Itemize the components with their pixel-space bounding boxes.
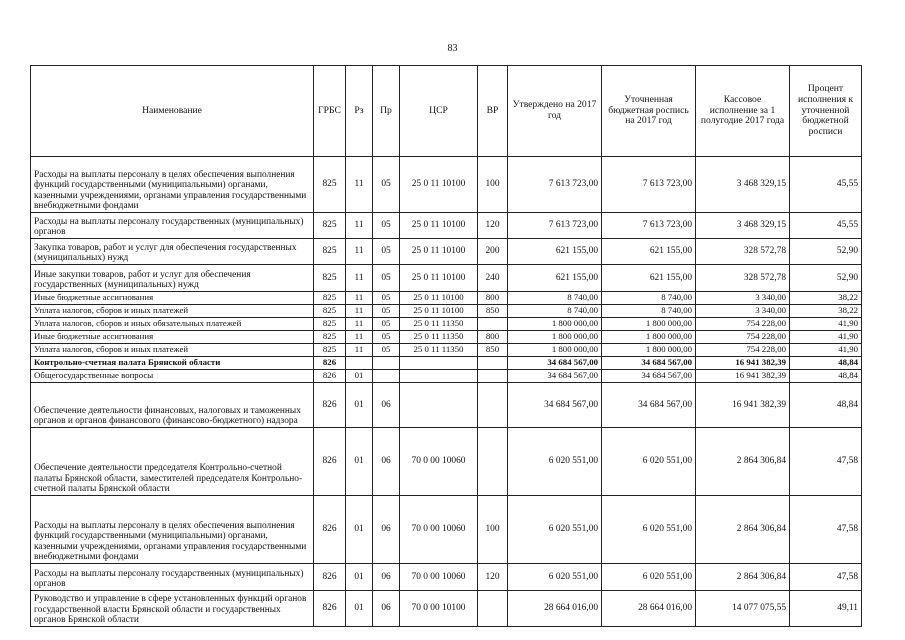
cell-rz: 01 bbox=[346, 370, 373, 383]
table-row bbox=[31, 292, 862, 305]
cell-refined: 6 020 551,00 bbox=[602, 564, 696, 591]
cell-csr: 25 0 11 11350 bbox=[400, 318, 478, 331]
cell-approved: 34 684 567,00 bbox=[508, 383, 602, 428]
cell-name: Руководство и управление в сфере установленных функций органов государственной власти Брянской области и государственных органов Брянской области bbox=[31, 591, 314, 627]
cell-percent: 41,90 bbox=[790, 331, 862, 344]
cell-rz: 01 bbox=[346, 496, 373, 564]
cell-cash: 328 572,78 bbox=[696, 265, 790, 292]
table-row bbox=[31, 331, 862, 344]
cell-csr: 25 0 11 10100 bbox=[400, 213, 478, 239]
cell-grbs: 825 bbox=[314, 265, 346, 292]
header-percent: Процент исполнения к уточненной бюджетной росписи bbox=[790, 66, 862, 157]
cell-rz bbox=[346, 357, 373, 370]
cell-vr: 100 bbox=[478, 157, 508, 213]
header-row bbox=[31, 66, 862, 157]
table-row bbox=[31, 496, 862, 564]
cell-percent: 47,58 bbox=[790, 496, 862, 564]
cell-percent: 48,84 bbox=[790, 383, 862, 428]
cell-cash: 16 941 382,39 bbox=[696, 383, 790, 428]
cell-grbs: 826 bbox=[314, 564, 346, 591]
cell-cash: 2 864 306,84 bbox=[696, 496, 790, 564]
cell-name: Уплата налогов, сборов и иных платежей bbox=[31, 344, 314, 357]
cell-percent: 49,11 bbox=[790, 591, 862, 627]
cell-approved: 1 800 000,00 bbox=[508, 318, 602, 331]
cell-name: Расходы на выплаты персоналу государственных (муниципальных) органов bbox=[31, 564, 314, 591]
cell-pr: 05 bbox=[373, 331, 400, 344]
table-row bbox=[31, 383, 862, 428]
cell-percent: 52,90 bbox=[790, 265, 862, 292]
cell-name: Иные бюджетные ассигнования bbox=[31, 331, 314, 344]
header-approved: Утверждено на 2017 год bbox=[508, 66, 602, 157]
cell-refined: 1 800 000,00 bbox=[602, 331, 696, 344]
cell-cash: 2 864 306,84 bbox=[696, 428, 790, 496]
cell-percent: 47,58 bbox=[790, 428, 862, 496]
cell-name: Общегосударственные вопросы bbox=[31, 370, 314, 383]
cell-refined: 34 684 567,00 bbox=[602, 383, 696, 428]
cell-approved: 7 613 723,00 bbox=[508, 213, 602, 239]
cell-vr bbox=[478, 383, 508, 428]
cell-refined: 8 740,00 bbox=[602, 292, 696, 305]
cell-rz: 11 bbox=[346, 344, 373, 357]
cell-percent: 45,55 bbox=[790, 157, 862, 213]
cell-cash: 754 228,00 bbox=[696, 318, 790, 331]
cell-percent: 45,55 bbox=[790, 213, 862, 239]
cell-grbs: 826 bbox=[314, 370, 346, 383]
cell-pr: 05 bbox=[373, 305, 400, 318]
cell-pr: 06 bbox=[373, 496, 400, 564]
cell-csr: 25 0 11 11350 bbox=[400, 331, 478, 344]
cell-approved: 34 684 567,00 bbox=[508, 357, 602, 370]
cell-vr: 800 bbox=[478, 331, 508, 344]
table-row bbox=[31, 239, 862, 265]
table-row bbox=[31, 591, 862, 627]
cell-rz: 01 bbox=[346, 564, 373, 591]
cell-rz: 11 bbox=[346, 292, 373, 305]
cell-name: Контрольно-счетная палата Брянской области bbox=[31, 357, 314, 370]
cell-pr: 05 bbox=[373, 239, 400, 265]
table-body bbox=[31, 157, 862, 627]
cell-rz: 01 bbox=[346, 428, 373, 496]
header-rz: Рз bbox=[346, 66, 373, 157]
cell-refined: 7 613 723,00 bbox=[602, 213, 696, 239]
cell-vr: 120 bbox=[478, 213, 508, 239]
cell-rz: 11 bbox=[346, 213, 373, 239]
cell-name: Уплата налогов, сборов и иных обязательных платежей bbox=[31, 318, 314, 331]
cell-pr: 05 bbox=[373, 318, 400, 331]
cell-cash: 3 468 329,15 bbox=[696, 157, 790, 213]
cell-cash: 328 572,78 bbox=[696, 239, 790, 265]
cell-grbs: 825 bbox=[314, 318, 346, 331]
cell-grbs: 826 bbox=[314, 383, 346, 428]
cell-csr: 70 0 00 10100 bbox=[400, 591, 478, 627]
cell-pr: 06 bbox=[373, 564, 400, 591]
cell-refined: 621 155,00 bbox=[602, 239, 696, 265]
cell-grbs: 825 bbox=[314, 305, 346, 318]
cell-grbs: 825 bbox=[314, 157, 346, 213]
cell-approved: 6 020 551,00 bbox=[508, 428, 602, 496]
cell-cash: 3 468 329,15 bbox=[696, 213, 790, 239]
cell-pr bbox=[373, 357, 400, 370]
cell-grbs: 826 bbox=[314, 357, 346, 370]
cell-refined: 34 684 567,00 bbox=[602, 370, 696, 383]
cell-name: Расходы на выплаты персоналу государственных (муниципальных) органов bbox=[31, 213, 314, 239]
cell-refined: 621 155,00 bbox=[602, 265, 696, 292]
cell-rz: 01 bbox=[346, 383, 373, 428]
cell-csr: 70 0 00 10060 bbox=[400, 428, 478, 496]
cell-grbs: 825 bbox=[314, 331, 346, 344]
cell-refined: 6 020 551,00 bbox=[602, 428, 696, 496]
cell-name: Иные бюджетные ассигнования bbox=[31, 292, 314, 305]
cell-percent: 41,90 bbox=[790, 344, 862, 357]
cell-refined: 28 664 016,00 bbox=[602, 591, 696, 627]
table-row bbox=[31, 265, 862, 292]
header-name: Наименование bbox=[31, 66, 314, 157]
cell-grbs: 825 bbox=[314, 239, 346, 265]
cell-pr: 06 bbox=[373, 591, 400, 627]
cell-pr: 05 bbox=[373, 213, 400, 239]
table-row bbox=[31, 213, 862, 239]
cell-pr: 05 bbox=[373, 292, 400, 305]
cell-pr bbox=[373, 370, 400, 383]
cell-csr: 70 0 00 10060 bbox=[400, 496, 478, 564]
cell-approved: 6 020 551,00 bbox=[508, 564, 602, 591]
cell-vr bbox=[478, 318, 508, 331]
cell-csr: 25 0 11 10100 bbox=[400, 157, 478, 213]
table-row bbox=[31, 357, 862, 370]
cell-name: Обеспечение деятельности председателя Контрольно-счетной палаты Брянской области, заместителей председателя Контрольно-счетной палаты Брянской области bbox=[31, 428, 314, 496]
cell-rz: 11 bbox=[346, 239, 373, 265]
cell-approved: 621 155,00 bbox=[508, 265, 602, 292]
cell-vr bbox=[478, 370, 508, 383]
cell-cash: 754 228,00 bbox=[696, 331, 790, 344]
cell-vr: 800 bbox=[478, 292, 508, 305]
cell-approved: 8 740,00 bbox=[508, 305, 602, 318]
cell-pr: 05 bbox=[373, 344, 400, 357]
cell-vr: 850 bbox=[478, 344, 508, 357]
cell-pr: 06 bbox=[373, 428, 400, 496]
cell-csr bbox=[400, 370, 478, 383]
table-row bbox=[31, 344, 862, 357]
table-row bbox=[31, 305, 862, 318]
cell-pr: 05 bbox=[373, 265, 400, 292]
header-refined: Уточненная бюджетная роспись на 2017 год bbox=[602, 66, 696, 157]
cell-cash: 14 077 075,55 bbox=[696, 591, 790, 627]
cell-refined: 34 684 567,00 bbox=[602, 357, 696, 370]
cell-csr bbox=[400, 357, 478, 370]
cell-refined: 1 800 000,00 bbox=[602, 344, 696, 357]
cell-rz: 11 bbox=[346, 305, 373, 318]
cell-percent: 47,58 bbox=[790, 564, 862, 591]
cell-cash: 754 228,00 bbox=[696, 344, 790, 357]
cell-rz: 01 bbox=[346, 591, 373, 627]
cell-vr bbox=[478, 591, 508, 627]
cell-rz: 11 bbox=[346, 318, 373, 331]
cell-cash: 3 340,00 bbox=[696, 292, 790, 305]
cell-name: Закупка товаров, работ и услуг для обеспечения государственных (муниципальных) нужд bbox=[31, 239, 314, 265]
cell-csr: 25 0 11 10100 bbox=[400, 292, 478, 305]
cell-name: Расходы на выплаты персоналу в целях обеспечения выполнения функций государственными (муниципальными) органами, казенными учреждениями, органами управления государственными внебюджетными фондами bbox=[31, 157, 314, 213]
cell-vr bbox=[478, 357, 508, 370]
cell-rz: 11 bbox=[346, 157, 373, 213]
cell-csr: 25 0 11 10100 bbox=[400, 305, 478, 318]
cell-refined: 6 020 551,00 bbox=[602, 496, 696, 564]
table-row bbox=[31, 564, 862, 591]
cell-vr: 120 bbox=[478, 564, 508, 591]
cell-percent: 38,22 bbox=[790, 292, 862, 305]
header-pr: Пр bbox=[373, 66, 400, 157]
cell-vr: 200 bbox=[478, 239, 508, 265]
cell-rz: 11 bbox=[346, 331, 373, 344]
cell-grbs: 825 bbox=[314, 344, 346, 357]
cell-percent: 48,84 bbox=[790, 357, 862, 370]
table-row bbox=[31, 157, 862, 213]
cell-cash: 16 941 382,39 bbox=[696, 370, 790, 383]
cell-csr: 25 0 11 10100 bbox=[400, 239, 478, 265]
cell-vr bbox=[478, 428, 508, 496]
cell-refined: 1 800 000,00 bbox=[602, 318, 696, 331]
cell-refined: 7 613 723,00 bbox=[602, 157, 696, 213]
cell-approved: 28 664 016,00 bbox=[508, 591, 602, 627]
cell-rz: 11 bbox=[346, 265, 373, 292]
cell-percent: 48,84 bbox=[790, 370, 862, 383]
table-row bbox=[31, 428, 862, 496]
cell-grbs: 826 bbox=[314, 496, 346, 564]
cell-grbs: 826 bbox=[314, 428, 346, 496]
cell-vr: 850 bbox=[478, 305, 508, 318]
cell-grbs: 825 bbox=[314, 213, 346, 239]
cell-pr: 06 bbox=[373, 383, 400, 428]
cell-approved: 1 800 000,00 bbox=[508, 344, 602, 357]
cell-percent: 52,90 bbox=[790, 239, 862, 265]
cell-refined: 8 740,00 bbox=[602, 305, 696, 318]
table-row bbox=[31, 318, 862, 331]
header-vr: ВР bbox=[478, 66, 508, 157]
cell-name: Иные закупки товаров, работ и услуг для обеспечения государственных (муниципальных) нужд bbox=[31, 265, 314, 292]
cell-cash: 16 941 382,39 bbox=[696, 357, 790, 370]
cell-approved: 8 740,00 bbox=[508, 292, 602, 305]
cell-csr: 25 0 11 10100 bbox=[400, 265, 478, 292]
header-cash: Кассовое исполнение за 1 полугодие 2017 года bbox=[696, 66, 790, 157]
cell-approved: 6 020 551,00 bbox=[508, 496, 602, 564]
cell-vr: 240 bbox=[478, 265, 508, 292]
cell-grbs: 825 bbox=[314, 292, 346, 305]
cell-percent: 38,22 bbox=[790, 305, 862, 318]
table-row bbox=[31, 370, 862, 383]
cell-name: Уплата налогов, сборов и иных платежей bbox=[31, 305, 314, 318]
cell-percent: 41,90 bbox=[790, 318, 862, 331]
page-number: 83 bbox=[447, 43, 458, 54]
cell-csr: 25 0 11 11350 bbox=[400, 344, 478, 357]
cell-approved: 7 613 723,00 bbox=[508, 157, 602, 213]
header-grbs: ГРБС bbox=[314, 66, 346, 157]
cell-name: Обеспечение деятельности финансовых, налоговых и таможенных органов и органов финансового (финансово-бюджетного) надзора bbox=[31, 383, 314, 428]
cell-grbs: 826 bbox=[314, 591, 346, 627]
cell-vr: 100 bbox=[478, 496, 508, 564]
cell-csr bbox=[400, 383, 478, 428]
cell-name: Расходы на выплаты персоналу в целях обеспечения выполнения функций государственными (муниципальными) органами, казенными учреждениями, органами управления государственными внебюджетными фондами bbox=[31, 496, 314, 564]
cell-csr: 70 0 00 10060 bbox=[400, 564, 478, 591]
cell-pr: 05 bbox=[373, 157, 400, 213]
budget-table bbox=[30, 65, 862, 627]
cell-cash: 2 864 306,84 bbox=[696, 564, 790, 591]
cell-approved: 34 684 567,00 bbox=[508, 370, 602, 383]
cell-cash: 3 340,00 bbox=[696, 305, 790, 318]
header-csr: ЦСР bbox=[400, 66, 478, 157]
cell-approved: 621 155,00 bbox=[508, 239, 602, 265]
cell-approved: 1 800 000,00 bbox=[508, 331, 602, 344]
